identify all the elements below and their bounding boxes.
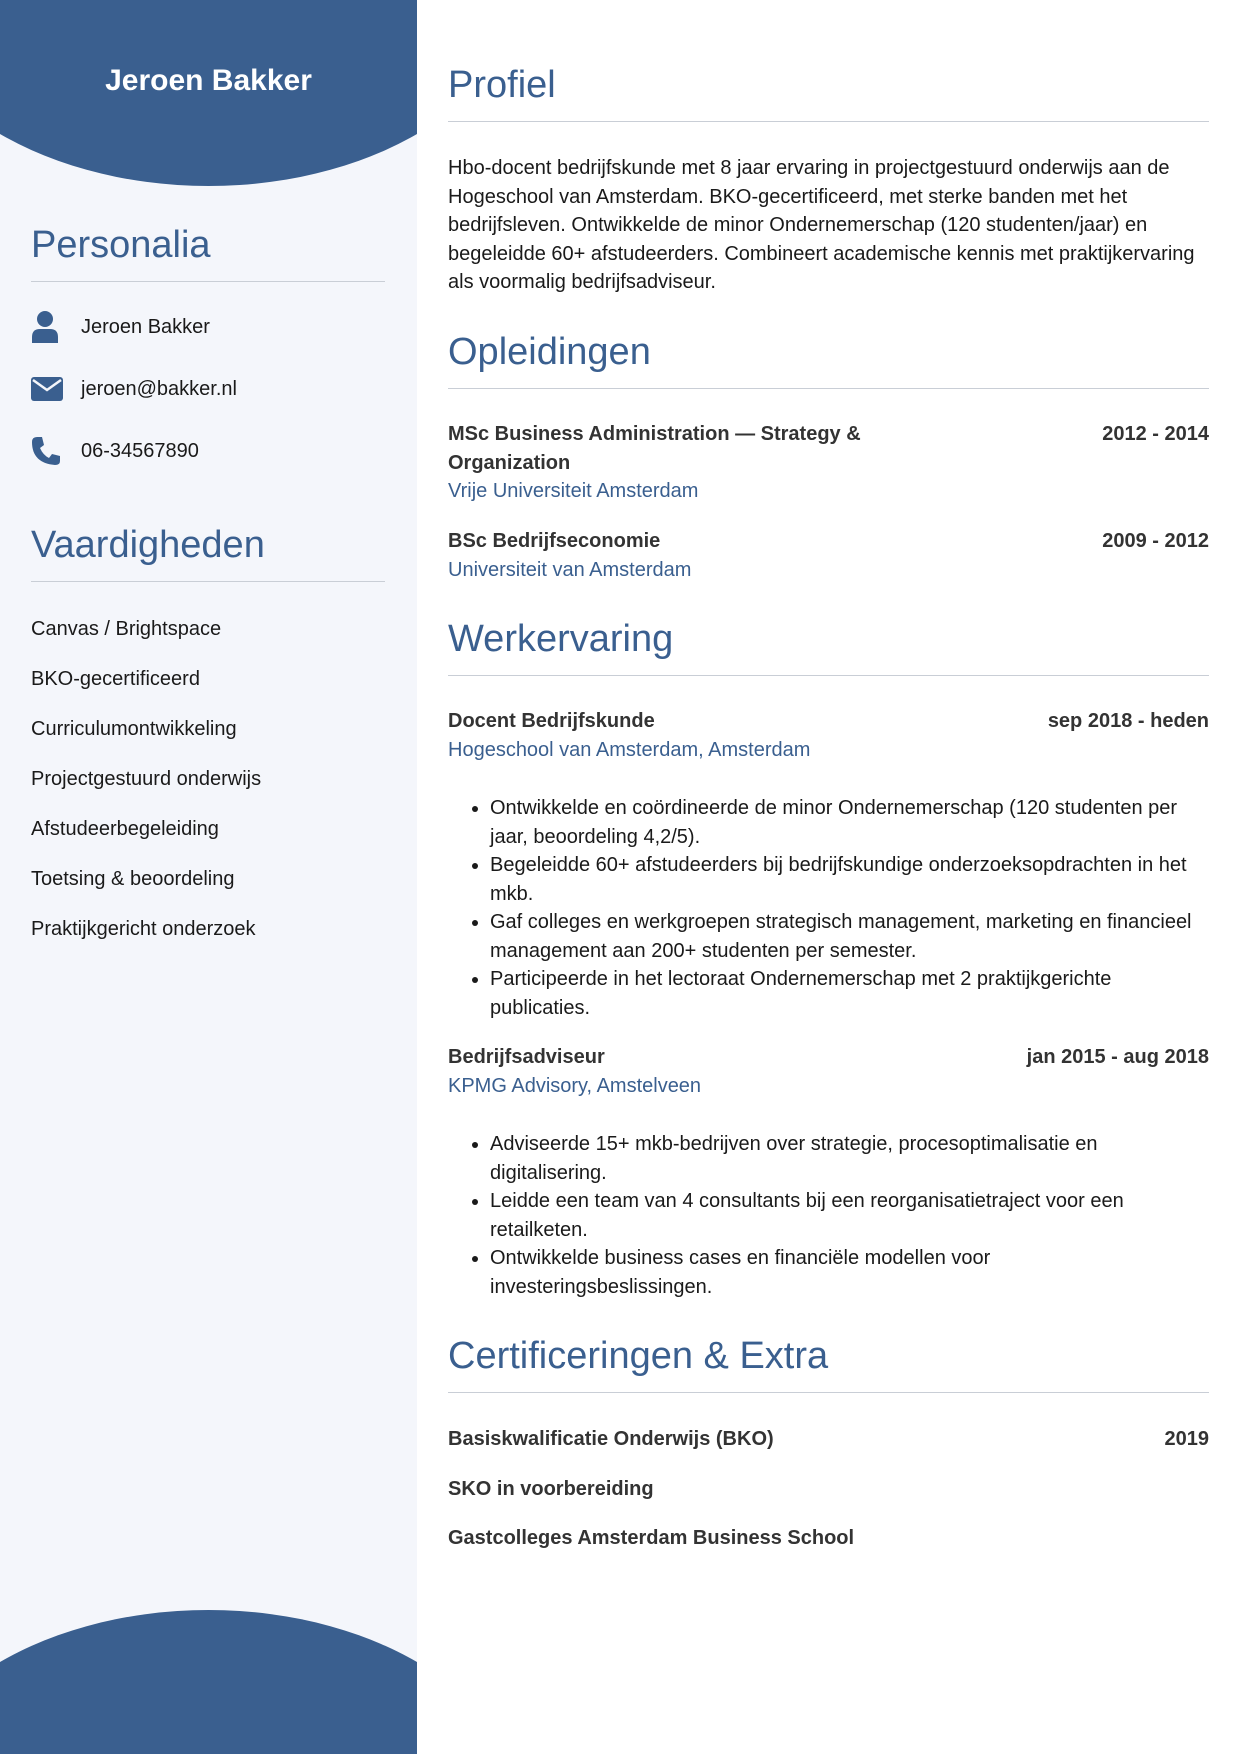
job-bullets (448, 1130, 1209, 1301)
sidebar (0, 0, 417, 1754)
job-title: Bedrijfsadviseur (448, 1046, 605, 1068)
job-company: Hogeschool van Amsterdam, Amsterdam (448, 738, 811, 761)
job-bullet: • Ontwikkelde en coördineerde de minor Ondernemerschap (120 studenten per jaar, beoordeling 4,2/5). (490, 794, 1209, 851)
contact-phone-row (31, 434, 385, 468)
certification-entry (448, 1425, 1209, 1454)
education-title: BSc Bedrijfseconomie (448, 530, 661, 552)
education-entry (448, 527, 1209, 584)
education-heading: Opleidingen (448, 331, 1209, 389)
experience-entry (448, 1043, 1209, 1301)
skill-item: Projectgestuurd onderwijs (31, 768, 262, 790)
education-title: MSc Business Administration — Strategy & Organization (448, 423, 861, 474)
sidebar-bottom-arc (0, 1610, 417, 1754)
contact-email-row (31, 372, 385, 406)
education-school: Vrije Universiteit Amsterdam (448, 480, 699, 502)
phone-icon (31, 436, 81, 466)
job-date: sep 2018 - heden (1047, 710, 1209, 732)
job-bullet: • Participeerde in het lectoraat Ondernemerschap met 2 praktijkgerichte publicaties. (490, 965, 1209, 1022)
job-date: jan 2015 - aug 2018 (1026, 1046, 1209, 1068)
profile-heading: Profiel (448, 64, 1209, 122)
skill-item: Curriculumontwikkeling (31, 718, 237, 740)
experience-heading: Werkervaring (448, 618, 1209, 676)
experience-entry (448, 707, 1209, 1022)
profile-text: Hbo-docent bedrijfskunde met 8 jaar ervaring in projectgestuurd onderwijs aan de Hogeschool van Amsterdam. BKO-gecertificeerd, met sterke banden met het bedrijfsleven. Ontwikkelde de minor Ondernemerschap (120 studenten/jaar) en begeleidde 60+ afstudeerders. Combineert academische kennis met praktijkervaring als voormalig bedrijfsadviseur. (448, 157, 1195, 293)
skill-item: Canvas / Brightspace (31, 618, 222, 640)
job-bullet: • Leidde een team van 4 consultants bij een reorganisatietraject voor een retailketen. (490, 1187, 1209, 1244)
skills-heading: Vaardigheden (31, 524, 385, 582)
job-bullets (448, 794, 1209, 1022)
education-date: 2009 - 2012 (1102, 530, 1209, 552)
certification-title: Basiskwalificatie Onderwijs (BKO) (448, 1428, 774, 1450)
job-bullet: • Ontwikkelde business cases en financiële modellen voor investeringsbeslissingen. (490, 1244, 1209, 1301)
contact-name: Jeroen Bakker (81, 315, 210, 338)
contact-phone[interactable]: 06-34567890 (81, 439, 199, 462)
job-bullet: • Begeleidde 60+ afstudeerders bij bedrijfskundige onderzoeksopdrachten in het mkb. (490, 851, 1209, 908)
envelope-icon (31, 377, 81, 401)
skill-item: BKO-gecertificeerd (31, 668, 200, 690)
skills-list (31, 604, 385, 954)
certification-date: 2019 (1164, 1428, 1209, 1450)
job-company: KPMG Advisory, Amstelveen (448, 1074, 702, 1097)
personalia-heading: Personalia (31, 224, 385, 282)
contact-name-row (31, 310, 385, 344)
certification-title: SKO in voorbereiding (448, 1478, 654, 1500)
personalia-section (31, 224, 385, 468)
certification-entry (448, 1524, 1209, 1553)
skills-section (31, 524, 385, 954)
certifications-heading: Certificeringen & Extra (448, 1335, 1209, 1393)
cv-name: Jeroen Bakker (105, 64, 312, 97)
skill-item: Toetsing & beoordeling (31, 868, 235, 890)
education-date: 2012 - 2014 (1102, 423, 1209, 445)
job-title: Docent Bedrijfskunde (448, 710, 655, 732)
skill-item: Afstudeerbegeleiding (31, 818, 219, 840)
job-bullet: • Gaf colleges en werkgroepen strategisch management, marketing en financieel management aan 200+ studenten per semester. (490, 908, 1209, 965)
certification-title: Gastcolleges Amsterdam Business School (448, 1527, 855, 1549)
contact-email[interactable]: jeroen@bakker.nl (81, 377, 237, 400)
user-icon (31, 311, 81, 343)
certification-entry (448, 1475, 1209, 1504)
job-bullet: • Adviseerde 15+ mkb-bedrijven over strategie, procesoptimalisatie en digitalisering. (490, 1130, 1209, 1187)
education-entry (448, 420, 1209, 506)
skill-item: Praktijkgericht onderzoek (31, 918, 256, 940)
education-school: Universiteit van Amsterdam (448, 558, 692, 581)
